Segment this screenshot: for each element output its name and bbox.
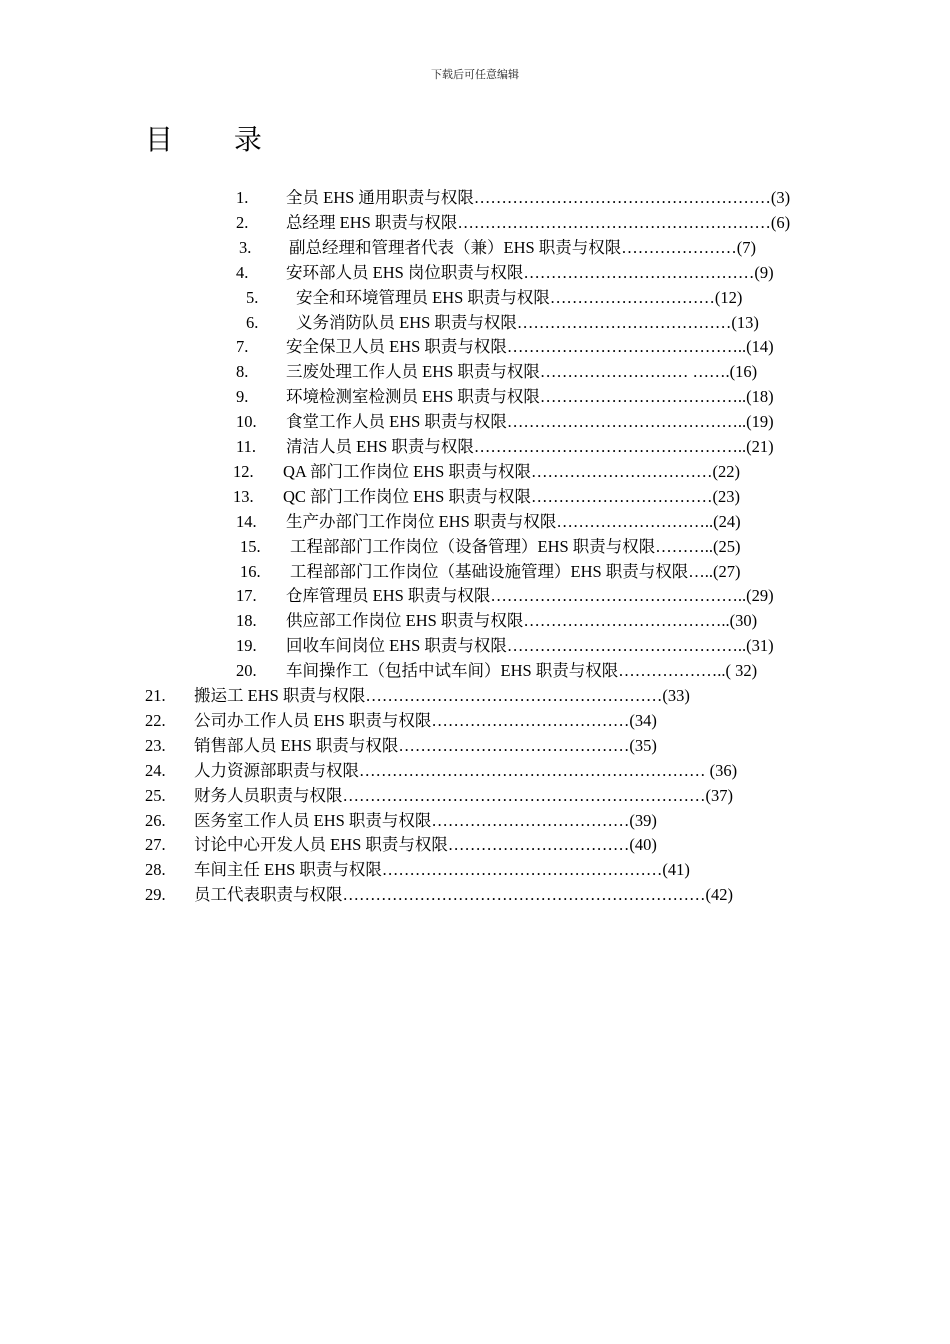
toc-entry-page: (23) — [712, 486, 740, 506]
toc-entry[interactable] — [0, 509, 950, 534]
toc-entry[interactable] — [0, 583, 950, 608]
toc-entry-page: (6) — [770, 212, 791, 232]
toc-entry[interactable] — [0, 459, 950, 484]
toc-entry-leader: …………………………………….. — [506, 412, 747, 432]
toc-entry-number: 12. — [233, 461, 254, 481]
toc-entry[interactable] — [0, 359, 950, 384]
toc-entry[interactable] — [0, 434, 950, 459]
toc-entry[interactable] — [0, 559, 950, 584]
toc-entry-number: 27. — [145, 835, 166, 855]
toc-entry-line — [289, 235, 830, 260]
toc-entry-title: 财务人员职责与权限 — [194, 785, 343, 805]
toc-entry-line — [286, 409, 830, 434]
toc-entry-number: 10. — [236, 412, 257, 432]
toc-entry-title: 供应部工作岗位 EHS 职责与权限 — [286, 611, 524, 631]
toc-entry-leader: ………………… — [621, 237, 737, 257]
toc-entry-number: 11. — [236, 437, 257, 456]
toc-entry-page: (30) — [729, 611, 758, 631]
toc-entry-title: 回收车间岗位 EHS 职责与权限 — [286, 636, 507, 656]
toc-entry[interactable] — [0, 658, 950, 683]
toc-entry-line — [194, 708, 728, 733]
toc-entry-page: (7) — [736, 237, 757, 257]
toc-entry-line — [286, 633, 830, 658]
toc-entry-line — [194, 808, 728, 833]
toc-entry-line — [194, 857, 728, 882]
toc-entry-line — [286, 384, 830, 409]
toc-entry-line — [296, 310, 830, 335]
toc-entry-page: (16) — [729, 362, 758, 382]
toc-entry[interactable] — [0, 882, 950, 907]
toc-entry-title: 医务室工作人员 EHS 职责与权限 — [194, 810, 432, 830]
toc-entry-title: 安环部人员 EHS 岗位职责与权限 — [286, 262, 524, 282]
toc-entry[interactable] — [0, 384, 950, 409]
toc-entry-leader: …………………………………….. — [506, 636, 747, 656]
toc-entry-leader: ……………………………………………………… — [359, 760, 706, 780]
toc-entry-leader: ………………………………………….. — [473, 437, 747, 456]
toc-entry-line — [194, 683, 728, 708]
page-header-note: 下载后可任意编辑 — [431, 69, 519, 81]
toc-entry-number: 29. — [145, 885, 166, 905]
toc-entry-title: 人力资源部职责与权限 — [194, 760, 359, 780]
toc-entry-line — [283, 484, 830, 509]
toc-entry-leader: ……………………………… — [431, 810, 630, 830]
toc-entry-leader: ………………………… — [549, 287, 715, 307]
toc-entry-leader: ….. — [688, 561, 714, 581]
toc-entry-page: (21) — [746, 437, 774, 456]
toc-entry-title: 总经理 EHS 职责与权限 — [286, 212, 458, 232]
toc-entry-number: 17. — [236, 586, 257, 606]
toc-entry-title: 销售部人员 EHS 职责与权限 — [194, 735, 399, 755]
toc-entry-page: (12) — [714, 287, 743, 307]
toc-entry-number: 1. — [236, 188, 249, 207]
toc-entry-page: (27) — [713, 561, 741, 581]
toc-entry-leader: ………………………………………………………… — [342, 785, 706, 805]
toc-entry-leader: ……………………………….. — [523, 611, 730, 631]
toc-entry-page: (40) — [629, 835, 657, 855]
toc-entry-leader: ……………………………………………… — [365, 686, 663, 705]
toc-entry-leader: …………………………… — [530, 461, 713, 481]
toc-entry-line — [286, 434, 830, 459]
toc-entry-leader: ……………………………………………… — [473, 188, 771, 207]
toc-entry-number: 8. — [236, 362, 249, 382]
toc-entry-line — [286, 658, 830, 683]
toc-entry-line — [296, 285, 830, 310]
toc-entry-page: (19) — [746, 412, 774, 432]
toc-entry-number: 21. — [145, 686, 166, 705]
toc-entry-page: (35) — [629, 735, 657, 755]
toc-entry-number: 22. — [145, 710, 166, 730]
toc-entry-line — [194, 783, 818, 808]
toc-entry-line — [290, 534, 830, 559]
toc-entry-number: 3. — [239, 237, 252, 257]
toc-entry-number: 24. — [145, 760, 166, 780]
toc-entry-leader: ……………………………………….. — [490, 586, 747, 606]
toc-entry-line — [194, 882, 818, 907]
toc-entry-page: ( 32) — [725, 661, 758, 681]
toc-entry-leader: …………………………………….. — [506, 337, 747, 357]
page-title: 目 录 — [145, 123, 288, 156]
toc-entry-leader: ……………………… ……. — [539, 362, 730, 382]
toc-entry[interactable] — [0, 808, 950, 833]
toc-entry-title: QC 部门工作岗位 EHS 职责与权限 — [283, 486, 531, 506]
toc-entry-number: 23. — [145, 735, 166, 755]
toc-entry-title: 生产办部门工作岗位 EHS 职责与权限 — [286, 511, 557, 531]
toc-entry[interactable] — [0, 733, 950, 758]
toc-entry-line — [286, 334, 830, 359]
toc-entry-title: 公司办工作人员 EHS 职责与权限 — [194, 710, 432, 730]
toc-entry-leader: …………………………………… — [523, 262, 755, 282]
toc-entry-title: QA 部门工作岗位 EHS 职责与权限 — [283, 461, 531, 481]
toc-entry-page: (36) — [705, 760, 738, 780]
toc-entry-leader: …………………………………… — [398, 735, 630, 755]
toc-entry[interactable] — [0, 832, 950, 857]
toc-entry-line — [286, 359, 830, 384]
toc-entry-line — [286, 509, 830, 534]
toc-entry-line — [194, 758, 823, 783]
toc-entry[interactable] — [0, 185, 950, 210]
toc-entry-leader: ………………………………………………………… — [342, 885, 706, 905]
toc-entry-leader: ……………………………… — [431, 710, 630, 730]
toc-entry-page: (42) — [705, 885, 733, 905]
toc-entry[interactable] — [0, 334, 950, 359]
toc-entry-leader: ………………………………… — [516, 312, 732, 332]
toc-entry[interactable] — [0, 409, 950, 434]
toc-entry-number: 18. — [236, 611, 257, 631]
toc-entry-page: (22) — [712, 461, 740, 481]
toc-entry-leader: …………………………………………… — [381, 860, 663, 880]
toc-entry-title: 车间主任 EHS 职责与权限 — [194, 860, 382, 880]
toc-entry-page: (24) — [713, 511, 741, 531]
toc-entry-title: 全员 EHS 通用职责与权限 — [286, 188, 474, 207]
toc-entry[interactable] — [0, 683, 950, 708]
toc-entry-title: 搬运工 EHS 职责与权限 — [194, 686, 366, 705]
toc-entry-number: 6. — [246, 312, 259, 332]
toc-entry-line — [194, 733, 728, 758]
toc-entry-leader: ……….. — [655, 536, 714, 556]
toc-entry-title: 食堂工作人员 EHS 职责与权限 — [286, 412, 507, 432]
toc-entry[interactable] — [0, 608, 950, 633]
toc-entry-number: 9. — [236, 387, 249, 407]
toc-entry-title: 工程部部门工作岗位（基础设施管理）EHS 职责与权限 — [290, 561, 689, 581]
toc-entry-line — [283, 459, 830, 484]
toc-entry-number: 7. — [236, 337, 249, 357]
toc-entry-title: 仓库管理员 EHS 职责与权限 — [286, 586, 491, 606]
toc-entry-line — [286, 583, 830, 608]
toc-entry-title: 工程部部门工作岗位（设备管理）EHS 职责与权限 — [290, 536, 656, 556]
toc-entry-number: 13. — [233, 486, 254, 506]
toc-entry-title: 车间操作工（包括中试车间）EHS 职责与权限 — [286, 661, 619, 681]
toc-entry[interactable] — [0, 210, 950, 235]
toc-entry-title: 义务消防队员 EHS 职责与权限 — [296, 312, 517, 332]
toc-entry[interactable] — [0, 235, 950, 260]
toc-entry-leader: ……………….. — [618, 661, 726, 681]
toc-entry-page: (18) — [746, 387, 774, 407]
toc-entry[interactable] — [0, 484, 950, 509]
toc-entry[interactable] — [0, 758, 950, 783]
toc-entry-title: 员工代表职责与权限 — [194, 885, 343, 905]
toc-entry[interactable] — [0, 857, 950, 882]
toc-entry-number: 26. — [145, 810, 166, 830]
toc-entry-title: 安全保卫人员 EHS 职责与权限 — [286, 337, 507, 357]
toc-entry[interactable] — [0, 633, 950, 658]
toc-entry-number: 19. — [236, 636, 257, 656]
toc-entry-page: (14) — [746, 337, 774, 357]
toc-entry-title: 讨论中心开发人员 EHS 职责与权限 — [194, 835, 448, 855]
toc-entry-leader: …………………………… — [530, 486, 713, 506]
toc-entry[interactable] — [0, 783, 950, 808]
toc-entry-number: 25. — [145, 785, 166, 805]
toc-entry-number: 14. — [236, 511, 257, 531]
toc-entry-number: 2. — [236, 212, 249, 232]
toc-entry-title: 环境检测室检测员 EHS 职责与权限 — [286, 387, 540, 407]
toc-entry-page: (33) — [662, 686, 690, 705]
toc-entry-title: 安全和环境管理员 EHS 职责与权限 — [296, 287, 550, 307]
toc-entry-number: 28. — [145, 860, 166, 880]
toc-entry-number: 20. — [236, 661, 257, 681]
toc-entry[interactable] — [0, 285, 950, 310]
toc-entry-page: (3) — [770, 188, 791, 207]
toc-entry-line — [194, 832, 728, 857]
toc-entry-leader: …………………………… — [447, 835, 630, 855]
toc-entry[interactable] — [0, 708, 950, 733]
toc-entry-title: 副总经理和管理者代表（兼）EHS 职责与权限 — [289, 237, 622, 257]
toc-entry-page: (9) — [754, 262, 774, 282]
toc-entry[interactable] — [0, 534, 950, 559]
toc-entry-page: (31) — [746, 636, 774, 656]
toc-entry-title: 清洁人员 EHS 职责与权限 — [286, 437, 474, 456]
toc-entry-page: (29) — [746, 586, 774, 606]
toc-entry-line — [286, 185, 830, 210]
toc-entry-title: 三废处理工作人员 EHS 职责与权限 — [286, 362, 540, 382]
toc-entry-page: (39) — [629, 810, 657, 830]
toc-entry-leader: ……………………………….. — [539, 387, 747, 407]
toc-entry-page: (13) — [731, 312, 759, 332]
toc-entry-number: 4. — [236, 262, 249, 282]
toc-entry-number: 16. — [240, 561, 261, 581]
toc-entry-page: (34) — [629, 710, 657, 730]
toc-entry[interactable] — [0, 260, 950, 285]
toc-entry-number: 5. — [246, 287, 259, 307]
toc-entry-page: (25) — [713, 536, 741, 556]
toc-entry-line — [286, 260, 830, 285]
toc-entry-line — [286, 608, 830, 633]
toc-entry-line — [290, 559, 830, 584]
toc-entry-page: (37) — [705, 785, 733, 805]
toc-entry-leader: ………………………………………………… — [457, 212, 771, 232]
toc-entry-page: (41) — [662, 860, 690, 880]
toc-entry-leader: ……………………….. — [556, 511, 714, 531]
toc-entry[interactable] — [0, 310, 950, 335]
toc-entry-number: 15. — [240, 536, 261, 556]
toc-entry-line — [286, 210, 830, 235]
